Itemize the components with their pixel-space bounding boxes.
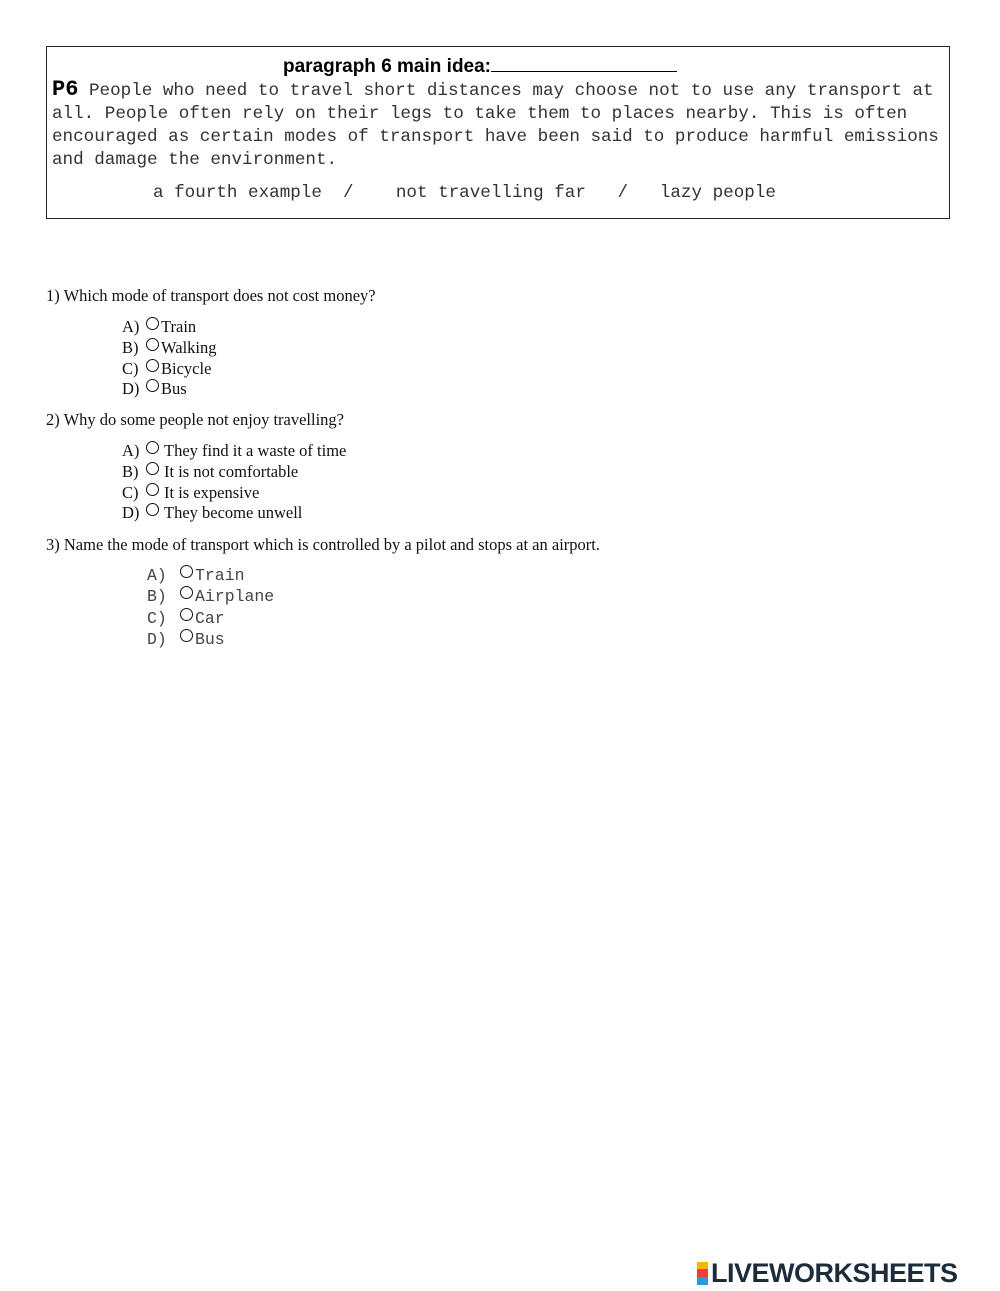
paragraph-body: People who need to travel short distances may choose not to use any transport at all. People often rely on their legs to take them to places nearby. This is often encouraged as certain modes of transport have been said to produce harmful emissions and damage the environment.	[52, 81, 939, 170]
radio-button[interactable]	[180, 565, 193, 578]
radio-button[interactable]	[146, 441, 159, 454]
option-text: Bus	[195, 630, 225, 649]
passage-box	[46, 46, 950, 219]
option-text: They become unwell	[164, 503, 303, 522]
option-text: They find it a waste of time	[164, 441, 347, 460]
q2-option-b[interactable]	[122, 462, 298, 482]
option-letter: B)	[122, 338, 139, 357]
option-text: Walking	[161, 338, 217, 357]
q1-option-a[interactable]	[122, 317, 196, 337]
liveworksheets-logo[interactable]	[697, 1258, 958, 1289]
option-letter: B)	[147, 587, 167, 606]
question-2: 2) Why do some people not enjoy travelling?	[46, 410, 344, 429]
q2-option-d[interactable]	[122, 503, 302, 523]
q3-option-a[interactable]	[147, 566, 245, 585]
option-text: It is not comfortable	[164, 462, 299, 481]
radio-button[interactable]	[180, 608, 193, 621]
main-idea-title: paragraph 6 main idea:	[283, 56, 492, 77]
paragraph-label: P6	[52, 77, 79, 102]
logo-block-yellow	[697, 1262, 708, 1269]
radio-button[interactable]	[180, 586, 193, 599]
q2-option-a[interactable]	[122, 441, 346, 461]
option-text: Train	[161, 317, 197, 336]
q3-option-c[interactable]	[147, 609, 225, 628]
q1-option-c[interactable]	[122, 359, 211, 379]
question-3: 3) Name the mode of transport which is controlled by a pilot and stops at an airport.	[46, 535, 600, 554]
option-letter: A)	[147, 566, 167, 585]
radio-button[interactable]	[180, 629, 193, 642]
option-text: Car	[195, 609, 225, 628]
option-text: Train	[195, 566, 245, 585]
option-text: Bicycle	[161, 359, 212, 378]
radio-button[interactable]	[146, 359, 159, 372]
q3-option-b[interactable]	[147, 587, 274, 606]
radio-button[interactable]	[146, 503, 159, 516]
option-text: Airplane	[195, 587, 275, 606]
q1-option-d[interactable]	[122, 379, 187, 399]
main-idea-answer-blank[interactable]	[491, 54, 677, 72]
q1-option-b[interactable]	[122, 338, 217, 358]
radio-button[interactable]	[146, 379, 159, 392]
logo-text: LIVEWORKSHEETS	[711, 1258, 958, 1288]
question-1: 1) Which mode of transport does not cost money?	[46, 286, 376, 305]
main-idea-choices: a fourth example / not travelling far / lazy people	[153, 183, 776, 203]
option-letter: C)	[122, 483, 139, 502]
option-letter: A)	[122, 317, 140, 336]
option-letter: B)	[122, 462, 139, 481]
q2-option-c[interactable]	[122, 483, 259, 503]
option-text: It is expensive	[164, 483, 260, 502]
main-idea-heading	[283, 54, 677, 78]
logo-block-blue	[697, 1277, 708, 1285]
option-letter: A)	[122, 441, 140, 460]
radio-button[interactable]	[146, 338, 159, 351]
radio-button[interactable]	[146, 483, 159, 496]
option-text: Bus	[161, 379, 187, 398]
option-letter: C)	[147, 609, 167, 628]
q3-option-d[interactable]	[147, 630, 225, 649]
logo-mark-icon	[697, 1262, 708, 1285]
option-letter: D)	[122, 379, 140, 398]
option-letter: D)	[147, 630, 167, 649]
option-letter: C)	[122, 359, 139, 378]
radio-button[interactable]	[146, 462, 159, 475]
logo-block-red	[697, 1269, 708, 1277]
paragraph-text	[52, 78, 947, 172]
radio-button[interactable]	[146, 317, 159, 330]
option-letter: D)	[122, 503, 140, 522]
